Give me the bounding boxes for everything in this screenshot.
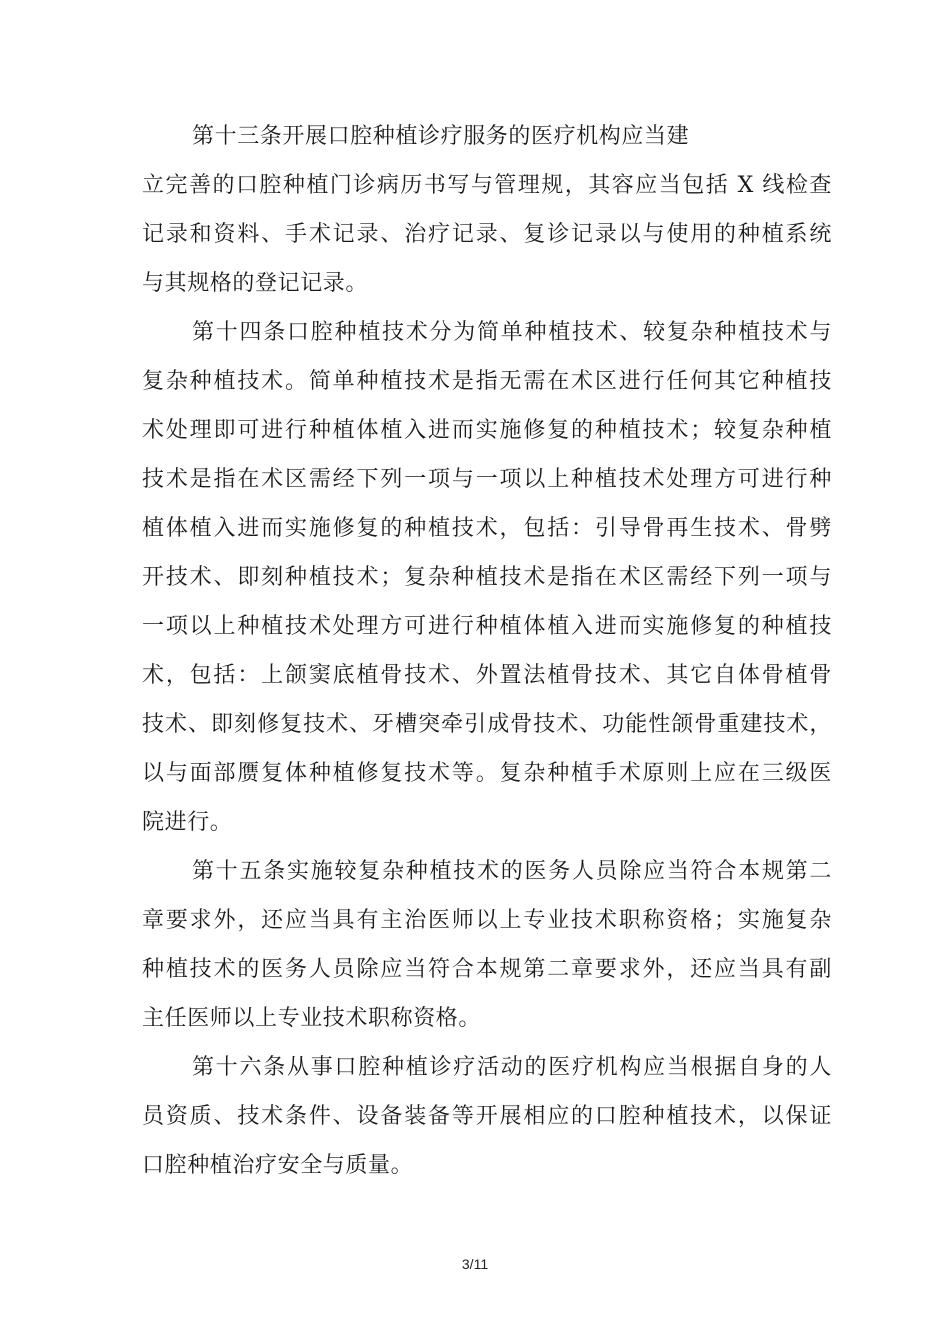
paragraph-line: 员资质、技术条件、设备装备等开展相应的口腔种植技术，以保证: [142, 1104, 832, 1129]
paragraph-line: 第十五条实施较复杂种植技术的医务人员除应当符合本规第二: [192, 859, 832, 884]
paragraph-line: 第十四条口腔种植技术分为简单种植技术、较复杂种植技术与: [192, 320, 832, 345]
paragraph-line: 以与面部赝复体种植修复技术等。复杂种植手术原则上应在三级医: [142, 761, 832, 786]
paragraph-article-14: [142, 308, 832, 847]
paragraph-line: 记录和资料、手术记录、治疗记录、复诊记录以与使用的种植系统: [142, 222, 832, 247]
paragraph-line: 植体植入进而实施修复的种植技术，包括：引导骨再生技术、骨劈: [142, 516, 832, 541]
paragraph-line: 复杂种植技术。简单种植技术是指无需在术区进行任何其它种植技: [142, 369, 832, 394]
page-number: 3/11: [461, 1256, 489, 1272]
paragraph-line: 章要求外，还应当具有主治医师以上专业技术职称资格；实施复杂: [142, 908, 832, 933]
paragraph-line: 开技术、即刻种植技术；复杂种植技术是指在术区需经下列一项与: [142, 565, 832, 590]
paragraph-line: 种植技术的医务人员除应当符合本规第二章要求外，还应当具有副: [142, 957, 832, 982]
paragraph-line: 术处理即可进行种植体植入进而实施修复的种植技术；较复杂种植: [142, 418, 832, 443]
paragraph-line: 第十三条开展口腔种植诊疗服务的医疗机构应当建: [192, 124, 690, 149]
paragraph-line: 立完善的口腔种植门诊病历书写与管理规，其容应当包括 X 线检查: [142, 173, 832, 198]
paragraph-article-13: [142, 112, 832, 308]
paragraph-line: 第十六条从事口腔种植诊疗活动的医疗机构应当根据自身的人: [192, 1055, 832, 1080]
paragraph-line: 技术是指在术区需经下列一项与一项以上种植技术处理方可进行种: [142, 467, 832, 492]
paragraph-line: 术，包括：上颌窦底植骨技术、外置法植骨技术、其它自体骨植骨: [142, 663, 832, 688]
paragraph-article-15: [142, 847, 832, 1043]
paragraph-line: 院进行。: [142, 810, 233, 835]
paragraph-line: 一项以上种植技术处理方可进行种植体植入进而实施修复的种植技: [142, 614, 832, 639]
paragraph-line: 口腔种植治疗安全与质量。: [142, 1153, 414, 1178]
paragraph-line: 与其规格的登记记录。: [142, 271, 369, 296]
paragraph-line: 主任医师以上专业技术职称资格。: [142, 1006, 482, 1031]
document-body: [142, 112, 832, 1190]
paragraph-article-16: [142, 1043, 832, 1190]
paragraph-line: 技术、即刻修复技术、牙槽突牵引成骨技术、功能性颌骨重建技术，: [142, 712, 832, 737]
